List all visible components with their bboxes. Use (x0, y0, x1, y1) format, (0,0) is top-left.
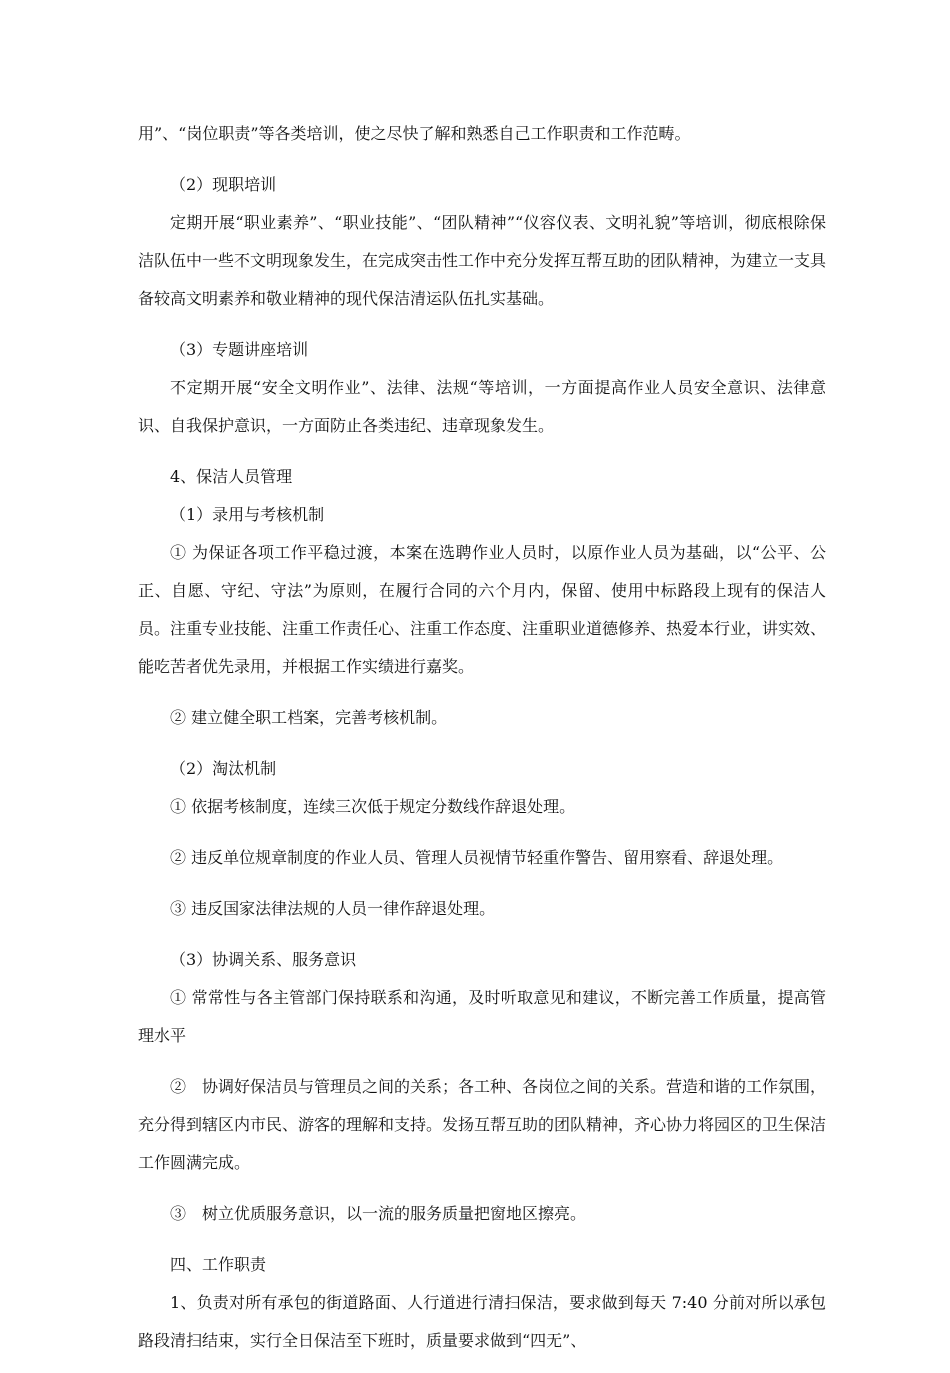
paragraph-on-job-training: 定期开展“职业素养”、“职业技能”、“团队精神”“仪容仪表、文明礼貌”等培训，彻底根除保洁队伍中一些不文明现象发生，在完成突击性工作中充分发挥互帮互助的团队精神，为建立一支具备较高文明素养和敬业精神的现代保洁清运队伍扎实基础。 (138, 213, 827, 308)
paragraph-duty-item-1: 1、负责对所有承包的街道路面、人行道进行清扫保洁，要求做到每天 7:40 分前对所以承包路段清扫结束，实行全日保洁至下班时，质量要求做到“四无”、 (138, 1293, 826, 1350)
subheading-elimination: （2）淘汰机制 (170, 759, 277, 778)
paragraph-elimination-item-2: ② 违反单位规章制度的作业人员、管理人员视情节轻重作警告、留用察看、辞退处理。 (170, 848, 784, 867)
subheading-hiring-assessment: （1）录用与考核机制 (170, 505, 325, 524)
paragraph-coordination-item-3: ③ 树立优质服务意识，以一流的服务质量把窗地区擦亮。 (170, 1204, 587, 1223)
paragraph-training-continuation: 用”、“岗位职责”等各类培训，使之尽快了解和熟悉自己工作职责和工作范畴。 (138, 124, 691, 143)
section-heading-staff-management: 4、保洁人员管理 (170, 467, 293, 486)
subheading-on-job-training: （2）现职培训 (170, 175, 277, 194)
paragraph-coordination-item-2: ② 协调好保洁员与管理员之间的关系；各工种、各岗位之间的关系。营造和谐的工作氛围，充分得到辖区内市民、游客的理解和支持。发扬互帮互助的团队精神，齐心协力将园区的卫生保洁工作圆满完成。 (138, 1077, 827, 1172)
paragraph-hiring-item-2: ② 建立健全职工档案，完善考核机制。 (170, 708, 448, 727)
subheading-lecture-training: （3）专题讲座培训 (170, 340, 309, 359)
paragraph-lecture-training: 不定期开展“安全文明作业”、法律、法规“等培训，一方面提高作业人员安全意识、法律意识、自我保护意识，一方面防止各类违纪、违章现象发生。 (138, 378, 826, 435)
section-heading-job-duties: 四、工作职责 (170, 1255, 267, 1274)
paragraph-coordination-item-1: ① 常常性与各主管部门保持联系和沟通，及时听取意见和建议，不断完善工作质量，提高管理水平 (138, 988, 826, 1045)
subheading-coordination-service: （3）协调关系、服务意识 (170, 950, 357, 969)
paragraph-hiring-item-1: ① 为保证各项工作平稳过渡，本案在选聘作业人员时，以原作业人员为基础，以“公平、公正、自愿、守纪、守法”为原则，在履行合同的六个月内，保留、使用中标路段上现有的保洁人员。注重专业技能、注重工作责任心、注重工作态度、注重职业道德修养、热爱本行业，讲实效、能吃苦者优先录用，并根据工作实绩进行嘉奖。 (138, 543, 827, 676)
paragraph-elimination-item-3: ③ 违反国家法律法规的人员一律作辞退处理。 (170, 899, 496, 918)
document-body (138, 115, 826, 1373)
paragraph-elimination-item-1: ① 依据考核制度，连续三次低于规定分数线作辞退处理。 (170, 797, 576, 816)
